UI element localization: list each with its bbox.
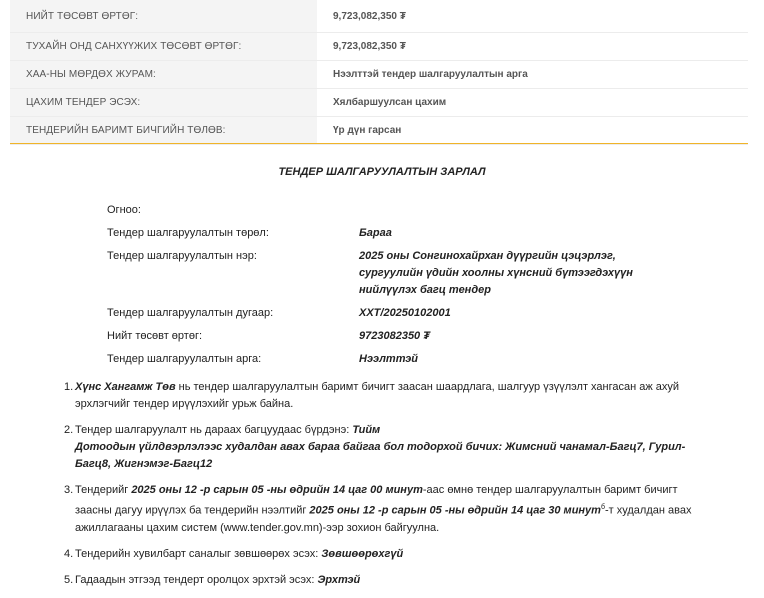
list-item: [64, 482, 704, 537]
item-body: нь тендер шалгаруулалтын баримт бичигт заасан шаардлага, шалгуур үзүүлэлт хангасан аж ахуй эрхлэгчийг тендер ирүүлэхийг урьж байна.: [75, 381, 680, 410]
notice-items-list: [64, 379, 704, 598]
summary-row: [107, 248, 659, 299]
info-value: 9,723,082,350 ₮: [333, 10, 406, 22]
list-item: [64, 546, 704, 563]
summary-date-row: [107, 202, 659, 219]
summary-label: Тендер шалгаруулалтын төрөл:: [107, 227, 269, 239]
item-text: [75, 379, 704, 413]
footnote-marker: б: [600, 504, 605, 511]
item-number: 4.: [64, 547, 74, 560]
info-label: ХАА-НЫ МӨРДӨХ ЖУРАМ:: [10, 61, 317, 88]
item-number: 5.: [64, 573, 74, 586]
item-bold: Зөвшөөрөхгүй: [321, 547, 404, 560]
summary-label: Огноо:: [107, 204, 141, 216]
summary-row: [107, 225, 659, 242]
summary-row: [107, 328, 659, 345]
item-body: Гадаадын этгээд тендерт оролцох эрхтэй эсэх:: [75, 573, 318, 586]
summary-row: [107, 305, 659, 322]
item-body: Тендерийг: [75, 484, 132, 496]
list-item: [64, 422, 704, 473]
notice-title: ТЕНДЕР ШАЛГАРУУЛАЛТЫН ЗАРЛАЛ: [278, 166, 486, 178]
accent-divider: [10, 143, 748, 144]
summary-label: Тендер шалгаруулалтын арга:: [107, 353, 262, 365]
item-number: 1.: [64, 381, 74, 393]
list-item: [64, 379, 704, 413]
item-text: [75, 482, 704, 537]
item-text: [75, 546, 704, 563]
info-row-procedure: [10, 61, 748, 89]
item-bold: Тийм: [352, 424, 381, 436]
item-body: Тендер шалгаруулалт нь дараах багцуудаас бүрдэнэ:: [75, 424, 353, 436]
item-body: -аас өмнө тендер шалгаруулалтын баримт бичигт заасны дагуу ирүүлэх ба тендерийн нээлтийг: [75, 484, 678, 517]
summary-label: Тендер шалгаруулалтын нэр:: [107, 250, 257, 262]
item-number: 2.: [64, 424, 74, 436]
deadline-datetime: 2025 оны 12 -р сарын 05 -ны өдрийн 14 цаг 00 минут: [131, 484, 423, 496]
info-label: ТУХАЙН ОНД САНХҮҮЖИХ ТӨСӨВТ ӨРТӨГ:: [10, 33, 317, 60]
info-row-year-budget: [10, 33, 748, 61]
item-domestic-note: Дотоодын үйлдвэрлэлээс худалдан авах бараа байгаа бол тодорхой бичих: Жимсний чанамал-Багц7, Гурил-Багц8, Жигнэмэг-Багц12: [75, 441, 686, 470]
info-label: ЦАХИМ ТЕНДЕР ЭСЭХ:: [10, 89, 317, 116]
item-text: [75, 422, 704, 473]
info-row-document-status: [10, 117, 748, 145]
item-body: Тендерийн хувилбарт саналыг зөвшөөрөх эсэх:: [75, 547, 322, 560]
item-bold: Эрхтэй: [317, 573, 361, 586]
tender-info-table: [10, 0, 748, 145]
notice-summary: [107, 202, 659, 374]
info-value: Үр дүн гарсан: [333, 125, 402, 136]
item-number: 3.: [64, 484, 74, 496]
summary-value: 2025 оны Сонгинохайрхан дүүргийн цэцэрлэг, сургуулийн үдийн хоолны хүнсний бүтээгдэхүүн нийлүүлэх багц тендер: [359, 250, 633, 296]
info-value: 9,723,082,350 ₮: [333, 41, 406, 52]
item-body: -т худалдан авах ажиллагааны цахим систем (www.tender.gov.mn)-ээр зохион байгуулна.: [75, 504, 692, 534]
list-item: [64, 572, 704, 589]
summary-value: 9723082350 ₮: [359, 330, 430, 342]
opening-datetime: 2025 оны 12 -р сарын 05 -ны өдрийн 14 цаг 30 минут: [309, 504, 601, 517]
info-value: Нээлттэй тендер шалгаруулалтын арга: [333, 69, 528, 80]
info-row-total-budget: [10, 0, 748, 33]
item-bold: Хүнс Хангамж Төв: [75, 381, 176, 393]
info-value: Хялбаршуулсан цахим: [333, 97, 447, 108]
summary-label: Тендер шалгаруулалтын дугаар:: [107, 307, 274, 319]
summary-value: Нээлттэй: [359, 353, 419, 365]
summary-value: ХХТ/20250102001: [359, 307, 451, 319]
info-row-electronic: [10, 89, 748, 117]
info-label: НИЙТ ТӨСӨВТ ӨРТӨГ:: [10, 0, 317, 32]
summary-row: [107, 351, 659, 368]
info-label: ТЕНДЕРИЙН БАРИМТ БИЧГИЙН ТӨЛӨВ:: [10, 117, 317, 144]
summary-value: Бараа: [359, 227, 392, 239]
summary-label: Нийт төсөвт өртөг:: [107, 330, 203, 342]
item-text: [75, 572, 704, 589]
